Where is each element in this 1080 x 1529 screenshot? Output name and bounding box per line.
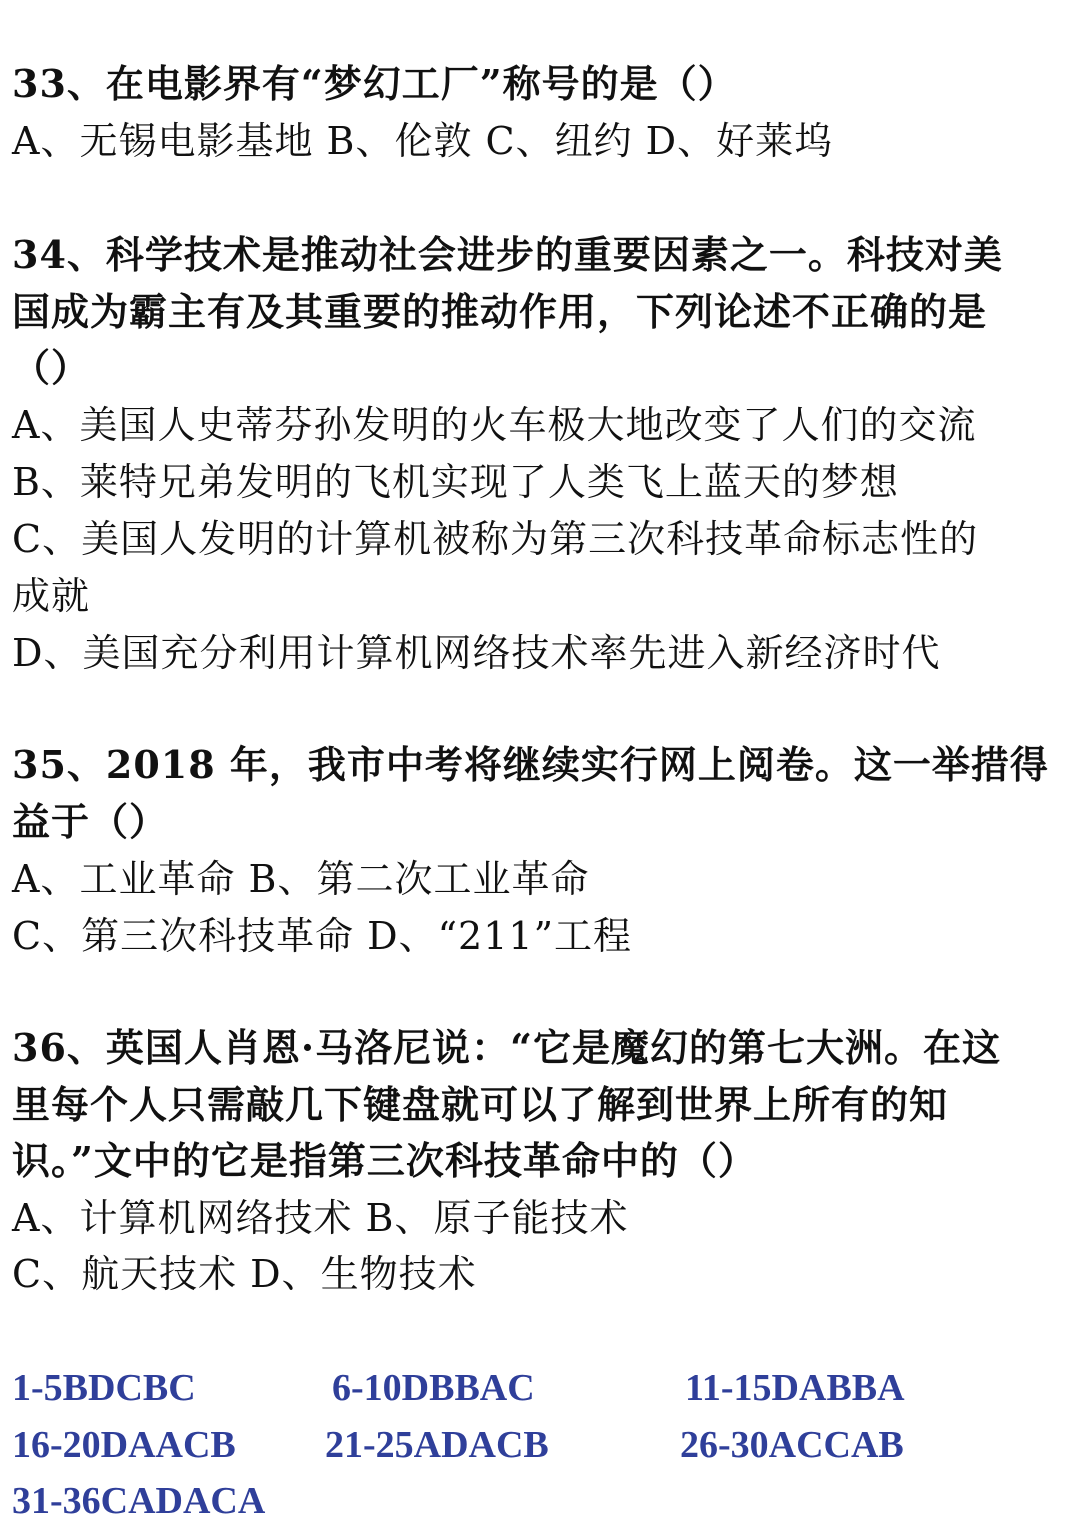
answer-key-26-30: 26-30ACCAB bbox=[680, 1424, 904, 1466]
question-34-stem-line-3: （） bbox=[12, 345, 91, 390]
question-35-stem-line-1: 35、2018 年，我市中考将继续实行网上阅卷。这一举措得 bbox=[12, 742, 1049, 787]
answer-key-1-5: 1-5BDCBC bbox=[12, 1367, 196, 1409]
question-34-option-a: A、美国人史蒂芬孙发明的火车极大地改变了人们的交流 bbox=[12, 403, 977, 447]
question-35-options-line-1: A、工业革命 B、第二次工业革命 bbox=[12, 857, 590, 901]
question-34-option-d: D、美国充分利用计算机网络技术率先进入新经济时代 bbox=[12, 631, 941, 675]
question-36-options-line-2: C、航天技术 D、生物技术 bbox=[12, 1252, 477, 1296]
question-34-stem-line-2: 国成为霸主有及其重要的推动作用，下列论述不正确的是 bbox=[12, 289, 988, 334]
answer-key-11-15: 11-15DABBA bbox=[685, 1367, 905, 1409]
question-35-options-line-2: C、第三次科技革命 D、“211”工程 bbox=[12, 914, 633, 958]
question-34-stem-line-1: 34、科学技术是推动社会进步的重要因素之一。科技对美 bbox=[12, 232, 1003, 277]
question-35-stem-line-2: 益于（） bbox=[12, 799, 169, 844]
question-34-option-c-cont: 成就 bbox=[12, 574, 91, 618]
question-36-stem-line-2: 里每个人只需敲几下键盘就可以了解到世界上所有的知 bbox=[12, 1082, 949, 1127]
question-36-options-line-1: A、计算机网络技术 B、原子能技术 bbox=[12, 1196, 629, 1240]
question-33-stem-line-1: 33、在电影界有“梦幻工厂”称号的是（） bbox=[12, 61, 737, 106]
answer-key-6-10: 6-10DBBAC bbox=[332, 1367, 535, 1409]
answer-key-31-36: 31-36CADACA bbox=[12, 1480, 266, 1522]
question-33-options-line-1: A、无锡电影基地 B、伦敦 C、纽约 D、好莱坞 bbox=[12, 119, 834, 163]
question-34-option-b: B、莱特兄弟发明的飞机实现了人类飞上蓝天的梦想 bbox=[12, 460, 899, 504]
answer-key-16-20: 16-20DAACB bbox=[12, 1424, 236, 1466]
question-36-stem-line-3: 识。”文中的它是指第三次科技革命中的（） bbox=[12, 1138, 757, 1183]
answer-key-21-25: 21-25ADACB bbox=[325, 1424, 549, 1466]
question-34-option-c: C、美国人发明的计算机被称为第三次科技革命标志性的 bbox=[12, 517, 979, 561]
question-36-stem-line-1: 36、英国人肖恩·马洛尼说：“它是魔幻的第七大洲。在这 bbox=[12, 1025, 1001, 1070]
